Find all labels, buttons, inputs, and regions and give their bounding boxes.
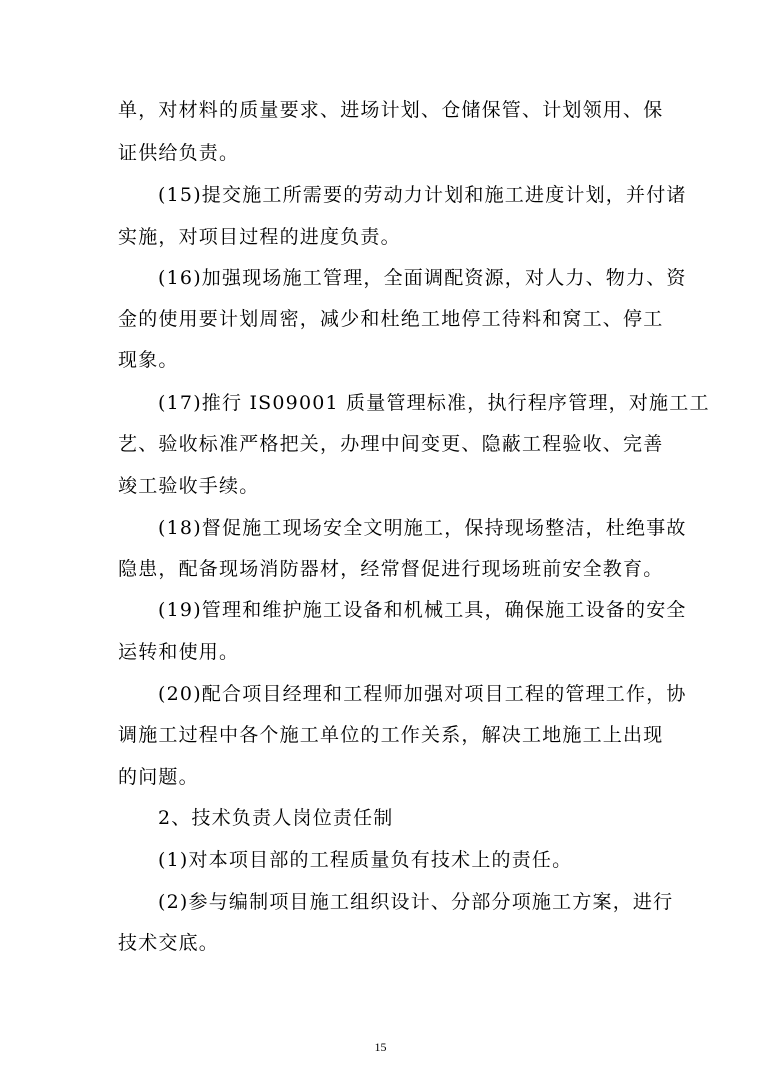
text-line: (1)对本项目部的工程质量负有技术上的责任。 bbox=[158, 849, 573, 871]
text-line: 竣工验收手续。 bbox=[118, 475, 260, 497]
text-line: 艺、验收标准严格把关，办理中间变更、隐蔽工程验收、完善 bbox=[118, 433, 664, 455]
text-line: 单，对材料的质量要求、进场计划、仓储保管、计划领用、保 bbox=[118, 99, 664, 121]
text-line: (20)配合项目经理和工程师加强对项目工程的管理工作，协 bbox=[158, 683, 687, 705]
text-line: (15)提交施工所需要的劳动力计划和施工进度计划，并付诸 bbox=[158, 184, 687, 206]
text-line: (2)参与编制项目施工组织设计、分部分项施工方案，进行 bbox=[158, 891, 674, 913]
text-line: 隐患，配备现场消防器材，经常督促进行现场班前安全教育。 bbox=[118, 558, 664, 580]
text-line: (17)推行 IS09001 质量管理标准，执行程序管理，对施工工 bbox=[158, 392, 710, 414]
text-line: 金的使用要计划周密，减少和杜绝工地停工待料和窝工、停工 bbox=[118, 308, 664, 330]
text-line: (19)管理和维护施工设备和机械工具，确保施工设备的安全 bbox=[158, 599, 687, 621]
text-line: 现象。 bbox=[118, 349, 179, 371]
text-line: 调施工过程中各个施工单位的工作关系，解决工地施工上出现 bbox=[118, 724, 664, 746]
text-line: (18)督促施工现场安全文明施工，保持现场整洁，杜绝事故 bbox=[158, 517, 687, 539]
text-line: 证供给负责。 bbox=[118, 142, 240, 164]
text-line: 实施，对项目过程的进度负责。 bbox=[118, 226, 401, 248]
page-number: 15 bbox=[374, 1040, 387, 1054]
section-heading: 2、技术负责人岗位责任制 bbox=[158, 807, 394, 829]
text-line: 的问题。 bbox=[118, 766, 199, 788]
text-line: 运转和使用。 bbox=[118, 641, 240, 663]
text-line: (16)加强现场施工管理，全面调配资源，对人力、物力、资 bbox=[158, 267, 687, 289]
text-line: 技术交底。 bbox=[118, 932, 220, 954]
